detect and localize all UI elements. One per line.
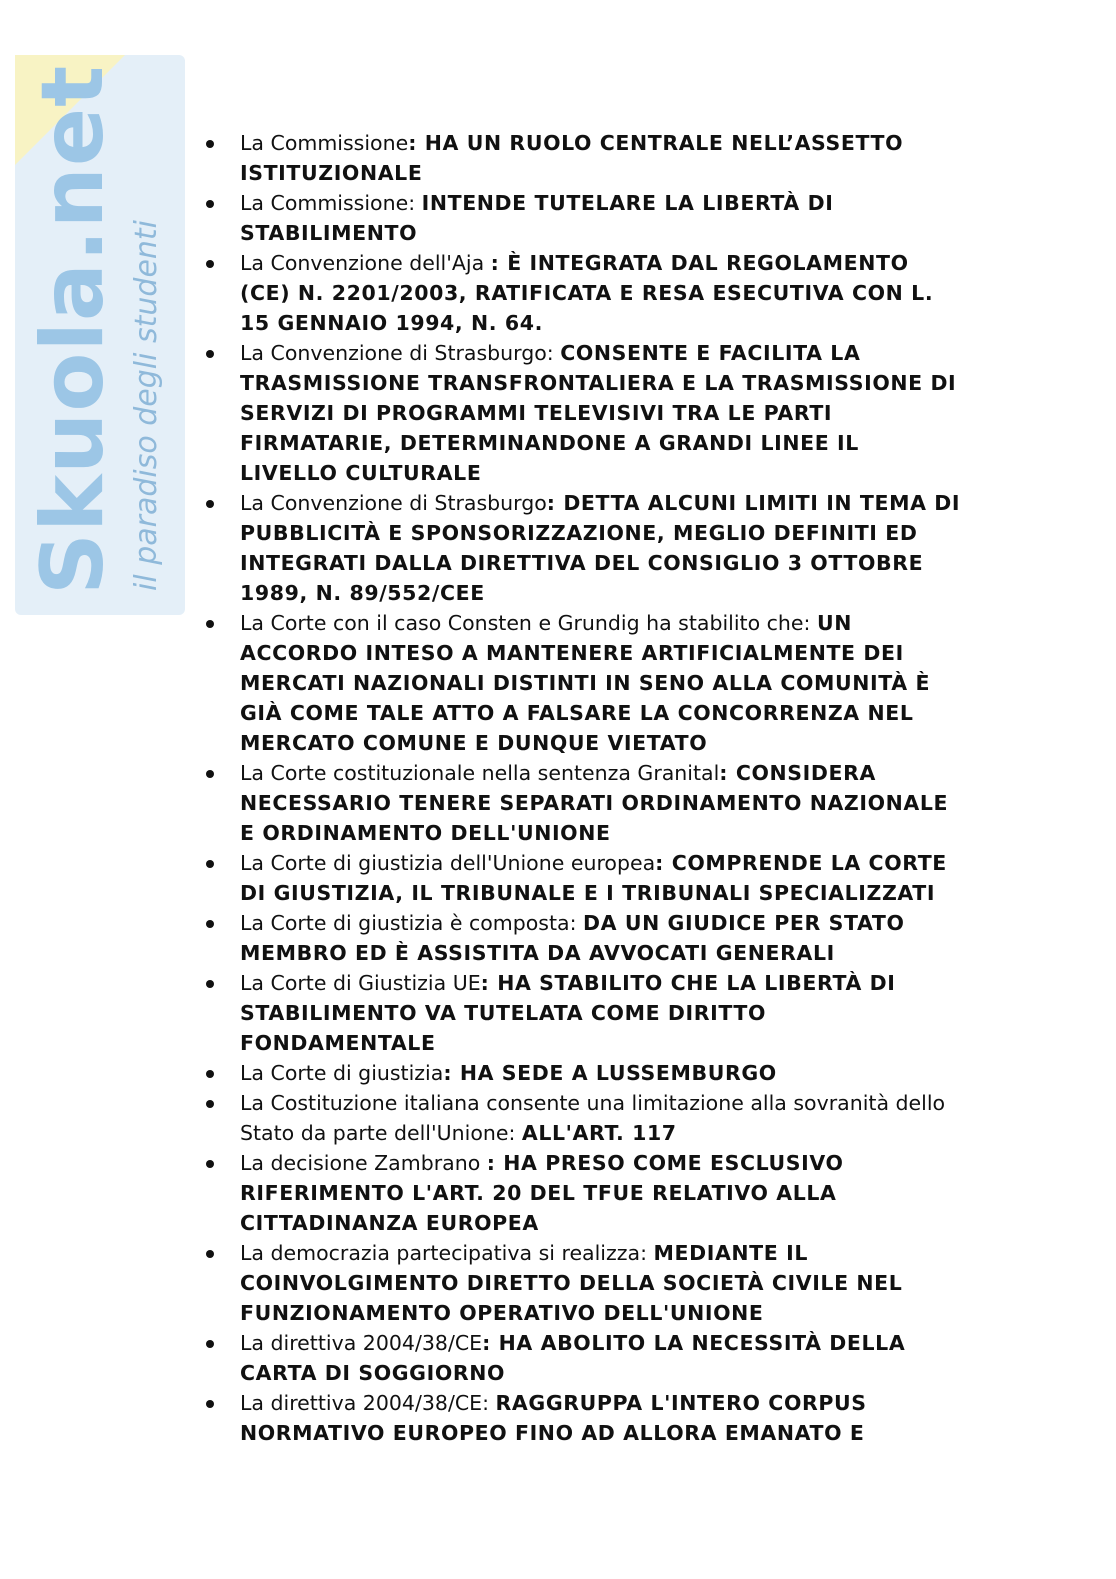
watermark bbox=[15, 55, 185, 615]
item-answer: UN ACCORDO INTESO A MANTENERE ARTIFICIALMENTE DEI MERCATI NAZIONALI DISTINTI IN SENO ALLA COMUNITÀ È GIÀ COME TALE ATTO A FALSARE LA CONCORRENZA NEL MERCATO COMUNE E DUNQUE VIETATO bbox=[240, 611, 931, 755]
item-question: La Corte di giustizia bbox=[240, 1061, 444, 1085]
watermark-logo: Skuola.net bbox=[23, 64, 123, 595]
item-question: La Convenzione di Strasburgo bbox=[240, 491, 547, 515]
item-question: La Corte con il caso Consten e Grundig ha stabilito che: bbox=[240, 611, 817, 635]
item-question: La Convenzione di Strasburgo: bbox=[240, 341, 561, 365]
list-item bbox=[240, 1388, 964, 1448]
item-answer: MEDIANTE IL COINVOLGIMENTO DIRETTO DELLA SOCIETÀ CIVILE NEL FUNZIONAMENTO OPERATIVO DELL'UNIONE bbox=[240, 1241, 903, 1325]
list-item bbox=[240, 848, 964, 908]
list-item bbox=[240, 1088, 964, 1148]
list-item bbox=[240, 608, 964, 758]
item-answer: RAGGRUPPA L'INTERO CORPUS NORMATIVO EUROPEO FINO AD ALLORA EMANATO E bbox=[240, 1391, 867, 1445]
quiz-answer-list bbox=[240, 128, 964, 1448]
watermark-tagline: il paradiso degli studenti bbox=[129, 219, 164, 591]
item-question: La Convenzione dell'Aja bbox=[240, 251, 491, 275]
item-question: La democrazia partecipativa si realizza: bbox=[240, 1241, 654, 1265]
item-answer: : HA ABOLITO LA NECESSITÀ DELLA CARTA DI SOGGIORNO bbox=[240, 1331, 906, 1385]
list-item bbox=[240, 1148, 964, 1238]
item-question: La Corte di Giustizia UE bbox=[240, 971, 481, 995]
item-question: La direttiva 2004/38/CE bbox=[240, 1331, 483, 1355]
item-answer: : HA UN RUOLO CENTRALE NELL’ASSETTO ISTITUZIONALE bbox=[240, 131, 904, 185]
item-answer: DA UN GIUDICE PER STATO MEMBRO ED È ASSISTITA DA AVVOCATI GENERALI bbox=[240, 911, 905, 965]
item-question: La direttiva 2004/38/CE: bbox=[240, 1391, 496, 1415]
item-question: La Commissione: bbox=[240, 191, 422, 215]
item-answer: : È INTEGRATA DAL REGOLAMENTO (CE) N. 2201/2003, RATIFICATA E RESA ESECUTIVA CON L. 15 GENNAIO 1994, N. 64. bbox=[240, 251, 934, 335]
item-answer: : HA SEDE A LUSSEMBURGO bbox=[443, 1061, 777, 1085]
item-question: La Costituzione italiana consente una limitazione alla sovranità dello Stato da parte dell'Unione: bbox=[240, 1091, 946, 1145]
item-answer: : CONSIDERA NECESSARIO TENERE SEPARATI ORDINAMENTO NAZIONALE E ORDINAMENTO DELL'UNIONE bbox=[240, 761, 949, 845]
item-answer: : HA STABILITO CHE LA LIBERTÀ DI STABILIMENTO VA TUTELATA COME DIRITTO FONDAMENTALE bbox=[240, 971, 896, 1055]
item-answer: : DETTA ALCUNI LIMITI IN TEMA DI PUBBLICITÀ E SPONSORIZZAZIONE, MEGLIO DEFINITI ED INTEGRATI DALLA DIRETTIVA DEL CONSIGLIO 3 OTTOBRE 1989, N. 89/552/CEE bbox=[240, 491, 961, 605]
item-answer: : COMPRENDE LA CORTE DI GIUSTIZIA, IL TRIBUNALE E I TRIBUNALI SPECIALIZZATI bbox=[240, 851, 947, 905]
list-item bbox=[240, 1058, 964, 1088]
list-item bbox=[240, 1328, 964, 1388]
list-item bbox=[240, 968, 964, 1058]
item-question: La Corte di giustizia dell'Unione europea bbox=[240, 851, 656, 875]
item-answer: ALL'ART. 117 bbox=[521, 1121, 677, 1145]
list-item bbox=[240, 1238, 964, 1328]
item-answer: INTENDE TUTELARE LA LIBERTÀ DI STABILIMENTO bbox=[240, 191, 834, 245]
item-answer: : HA PRESO COME ESCLUSIVO RIFERIMENTO L'ART. 20 DEL TFUE RELATIVO ALLA CITTADINANZA EUROPEA bbox=[240, 1151, 844, 1235]
list-item bbox=[240, 188, 964, 248]
item-question: La Corte di giustizia è composta: bbox=[240, 911, 583, 935]
item-question: La decisione Zambrano bbox=[240, 1151, 487, 1175]
list-item bbox=[240, 908, 964, 968]
list-item bbox=[240, 248, 964, 338]
list-item bbox=[240, 128, 964, 188]
item-question: La Corte costituzionale nella sentenza Granital bbox=[240, 761, 720, 785]
item-question: La Commissione bbox=[240, 131, 409, 155]
item-answer: CONSENTE E FACILITA LA TRASMISSIONE TRANSFRONTALIERA E LA TRASMISSIONE DI SERVIZI DI PROGRAMMI TELEVISIVI TRA LE PARTI FIRMATARIE, DETERMINANDONE A GRANDI LINEE IL LIVELLO CULTURALE bbox=[240, 341, 957, 485]
list-item bbox=[240, 338, 964, 488]
list-item bbox=[240, 488, 964, 608]
list-item bbox=[240, 758, 964, 848]
